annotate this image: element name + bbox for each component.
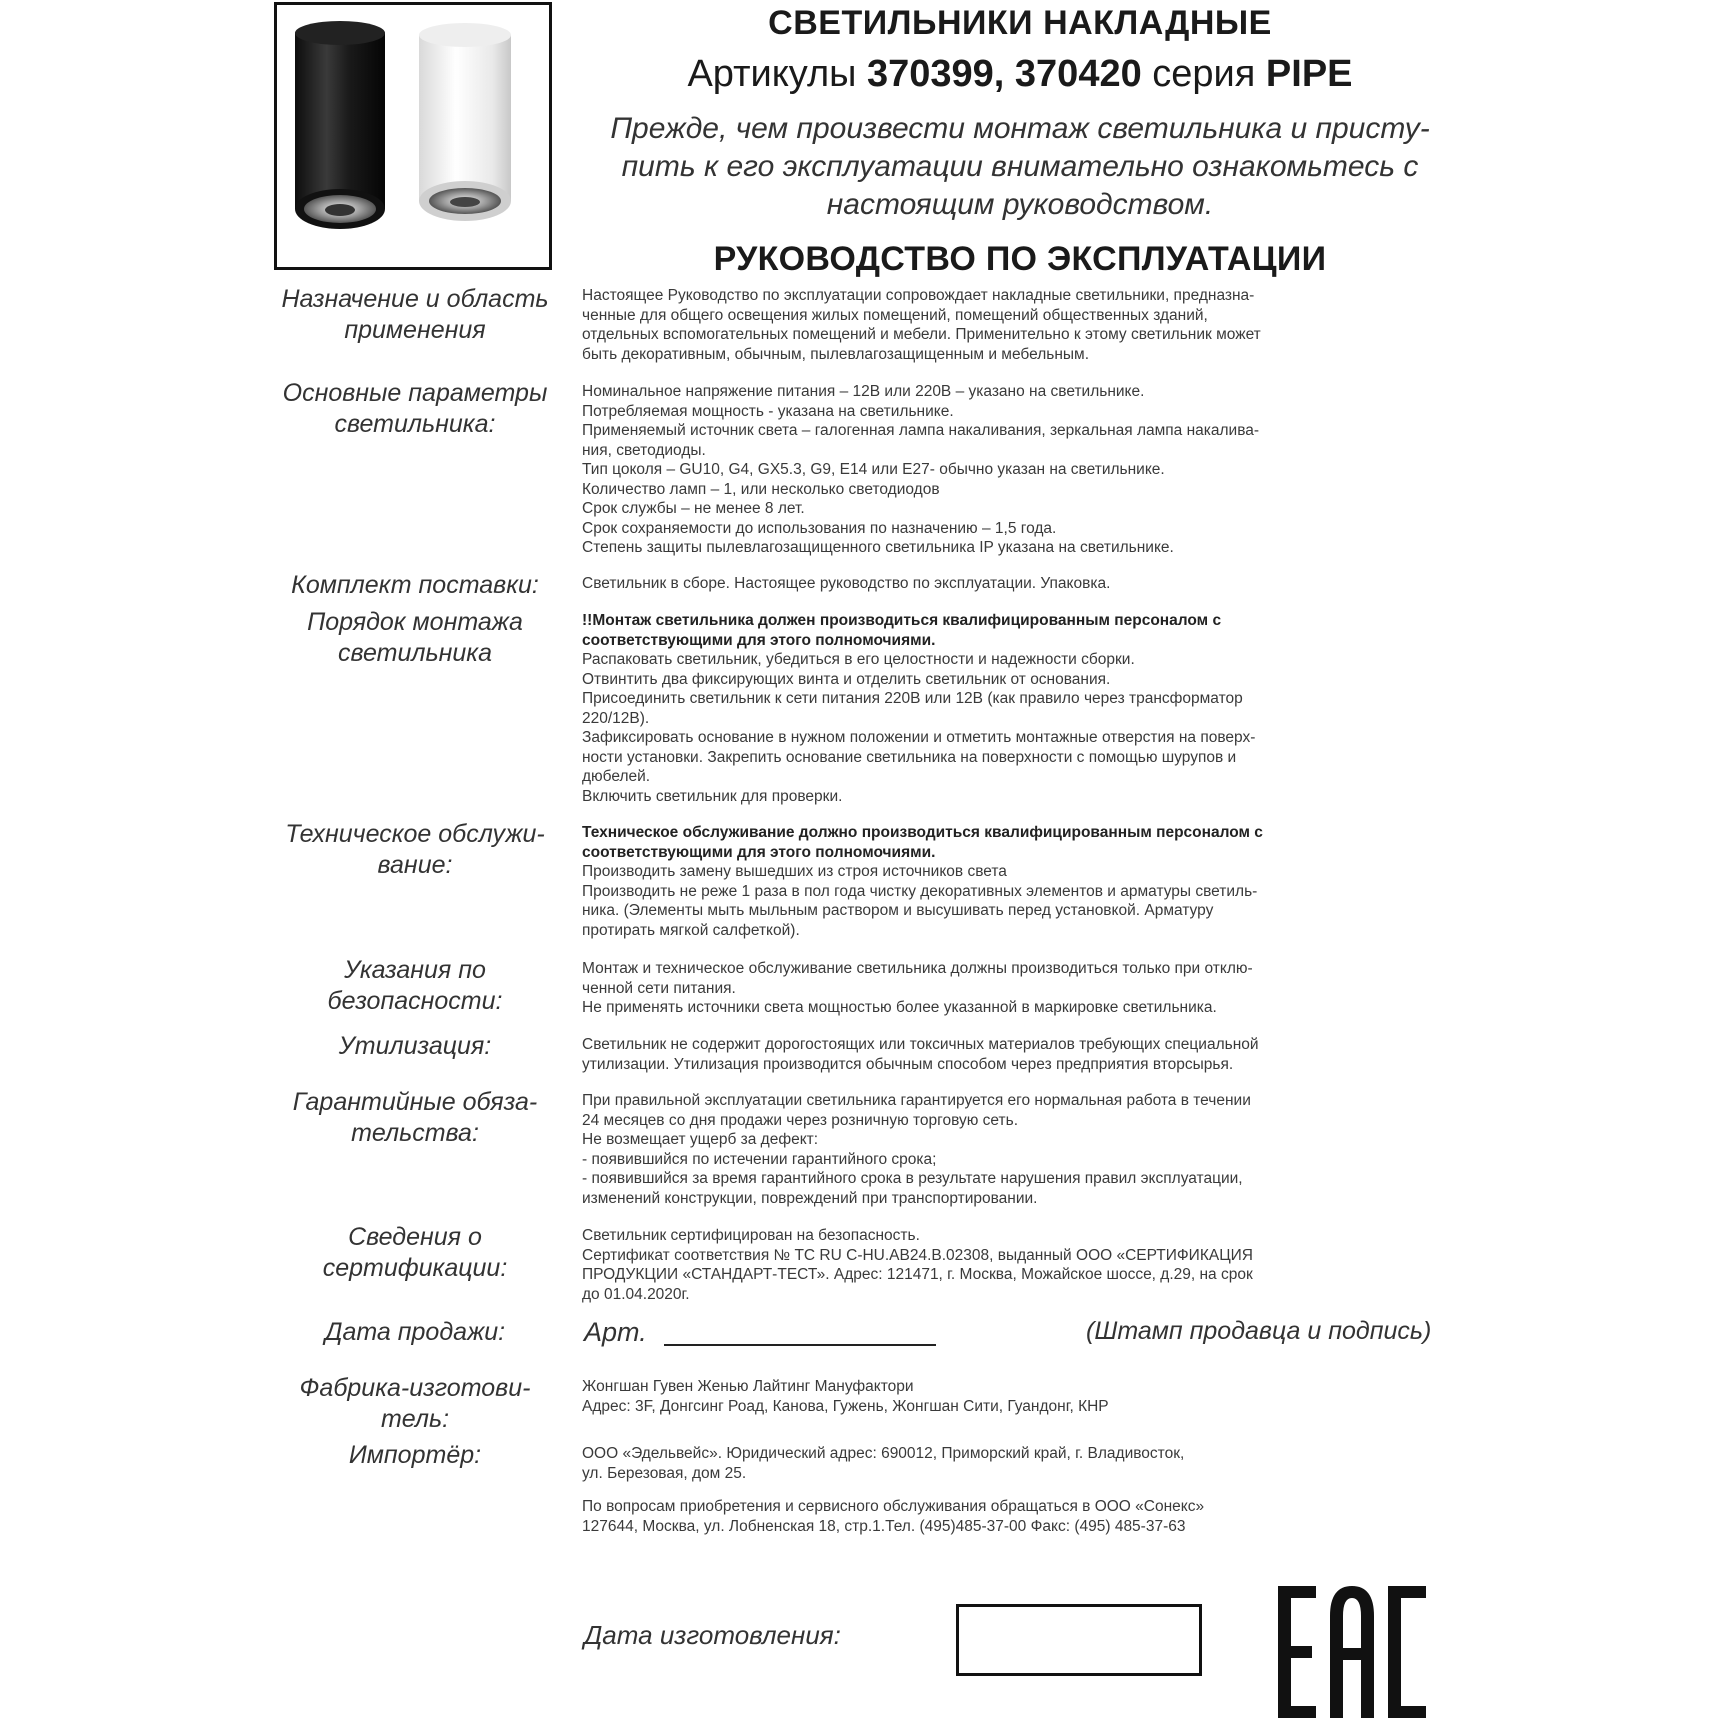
- product-photo-illustration: [277, 5, 549, 267]
- text-line: Сертификат соответствия № ТС RU C-HU.АВ24.В.02308, выданный ООО «СЕРТИФИКАЦИЯ: [582, 1246, 1253, 1264]
- text-line: отдельных вспомогательных помещений и мебели. Применительно к этому светильник может: [582, 326, 1261, 343]
- label-manufacturer: Фабрика-изготови- тель:: [299, 1374, 531, 1433]
- text-line: При правильной эксплуатации светильника гарантируется его нормальная работа в течении: [582, 1092, 1251, 1109]
- text-line: Номинальное напряжение питания – 12В или 220В – указано на светильнике.: [582, 383, 1145, 400]
- manufacture-date-label: Дата изготовления:: [584, 1620, 841, 1650]
- text-line: Производить замену вышедших из строя источников света: [582, 863, 1007, 880]
- text-line: Включить светильник для проверки.: [582, 787, 843, 805]
- text-line: быть декоративным, обычным, пылевлагозащищенным и мебельным.: [582, 345, 1090, 363]
- text-parameters: [582, 382, 1442, 558]
- text-line: Монтаж и техническое обслуживание светильника должны производиться только при отклю-: [582, 960, 1253, 977]
- text-line: 24 месяцев со дня продажи через розничную торговую сеть.: [582, 1111, 1019, 1129]
- eac-mark-icon: [1278, 1586, 1426, 1718]
- seller-stamp-label: (Штамп продавца и подпись): [1086, 1317, 1432, 1345]
- document-title: СВЕТИЛЬНИКИ НАКЛАДНЫЕ: [768, 4, 1272, 42]
- text-line: дюбелей.: [582, 768, 651, 785]
- text-line: Срок службы – не менее 8 лет.: [582, 500, 805, 517]
- text-line: Потребляемая мощность - указана на светильнике.: [582, 402, 954, 420]
- document-header: [580, 0, 1460, 279]
- text-line: Жонгшан Гувен Женью Лайтинг Мануфактори: [582, 1378, 914, 1395]
- series-name: PIPE: [1265, 53, 1353, 95]
- text-line: ника. (Элементы мыть мыльным раствором и высушивать перед установкой. Арматуру: [582, 902, 1214, 919]
- sale-article-label: Арт.: [584, 1317, 647, 1347]
- warning-text: Прежде, чем произвести монтаж светильника и присту- пить к его эксплуатации внимательно ознакомьтесь с настоящим руководством.: [610, 112, 1430, 221]
- text-line: - появившийся по истечении гарантийного срока;: [582, 1150, 937, 1168]
- label-sale-date: Дата продажи:: [324, 1318, 506, 1346]
- text-line: - появившийся за время гарантийного срока в результате нарушения правил эксплуатации,: [582, 1170, 1243, 1187]
- label-importer: Импортёр:: [348, 1441, 482, 1469]
- text-line: Светильник не содержит дорогостоящих или токсичных материалов требующих специальной: [582, 1036, 1259, 1053]
- text-line: ПРОДУКЦИИ «СТАНДАРТ-ТЕСТ». Адрес: 121471, г. Москва, Можайское шоссе, д.29, на срок: [582, 1266, 1253, 1283]
- label-maintenance: Техническое обслужи- вание:: [285, 820, 545, 879]
- text-line: Техническое обслуживание должно производиться квалифицированным персоналом с: [582, 824, 1263, 841]
- text-manufacturer: [582, 1377, 1442, 1416]
- text-line: утилизации. Утилизация производится обычным способом через предприятия вторсырья.: [582, 1055, 1234, 1073]
- text-line: ул. Березовая, дом 25.: [582, 1464, 747, 1482]
- label-parameters: Основные параметры светильника:: [282, 379, 548, 438]
- text-line: Производить не реже 1 раза в пол года чистку декоративных элементов и арматуры светиль-: [582, 882, 1258, 900]
- manufacture-date-box: [956, 1604, 1202, 1676]
- text-line: Не применять источники света мощностью более указанной в маркировке светильника.: [582, 999, 1217, 1016]
- label-certification: Сведения о сертификации:: [322, 1223, 508, 1282]
- text-line: соответствующими для этого полномочиями.: [582, 843, 936, 861]
- text-safety: [582, 959, 1442, 1018]
- text-purpose: [582, 286, 1442, 364]
- text-line: Адрес: 3F, Донгсинг Роад, Канова, Гужень, Жонгшан Сити, Гуандонг, КНР: [582, 1397, 1109, 1415]
- text-line: Количество ламп – 1, или несколько светодиодов: [582, 480, 940, 498]
- product-photo: [274, 2, 552, 270]
- label-package: Комплект поставки:: [291, 571, 539, 599]
- text-line: Светильник в сборе. Настоящее руководство по эксплуатации. Упаковка.: [582, 575, 1111, 592]
- text-line: Распаковать светильник, убедиться в его целостности и надежности сборки.: [582, 651, 1135, 668]
- text-line: соответствующими для этого полномочиями.: [582, 631, 936, 649]
- text-line: !!Монтаж светильника должен производиться квалифицированным персоналом с: [582, 612, 1222, 629]
- text-line: Настоящее Руководство по эксплуатации сопровождает накладные светильники, предназна-: [582, 287, 1255, 304]
- text-installation: [582, 611, 1442, 806]
- manual-title: РУКОВОДСТВО ПО ЭКСПЛУАТАЦИИ: [713, 240, 1327, 278]
- text-warranty: [582, 1091, 1442, 1208]
- text-line: 220/12В).: [582, 709, 650, 727]
- article-numbers: 370399, 370420: [867, 53, 1142, 95]
- text-importer: [582, 1444, 1442, 1536]
- text-line: Отвинтить два фиксирующих винта и отделить светильник от основания.: [582, 670, 1111, 688]
- text-line: ности установки. Закрепить основание светильника на поверхности с помощью шурупов и: [582, 748, 1237, 766]
- text-line: ченные для общего освещения жилых помещений, помещений общественных зданий,: [582, 306, 1208, 324]
- text-line: Светильник сертифицирован на безопасность.: [582, 1227, 920, 1244]
- sale-article-blank-line: [664, 1344, 936, 1346]
- text-maintenance: [582, 823, 1442, 940]
- label-purpose: Назначение и область применения: [281, 285, 549, 344]
- articles-line: Артикулы 370399, 370420 серия PIPE: [687, 53, 1353, 95]
- text-line: 127644, Москва, ул. Лобненская 18, стр.1.Тел. (495)485-37-00 Факс: (495) 485-37-63: [582, 1517, 1186, 1535]
- text-line: Применяемый источник света – галогенная лампа накаливания, зеркальная лампа накалива-: [582, 422, 1260, 439]
- text-line: изменений конструкции, повреждений при транспортировании.: [582, 1189, 1038, 1207]
- text-line: [582, 1483, 1442, 1497]
- text-line: ченной сети питания.: [582, 979, 736, 997]
- text-package: [582, 574, 1442, 594]
- text-certification: [582, 1226, 1442, 1304]
- text-disposal: [582, 1035, 1442, 1074]
- text-line: Присоединить светильник к сети питания 220В или 12В (как правило через трансформатор: [582, 690, 1243, 707]
- text-line: Зафиксировать основание в нужном положении и отметить монтажные отверстия на поверх-: [582, 729, 1256, 746]
- label-disposal: Утилизация:: [338, 1032, 492, 1060]
- text-line: ООО «Эдельвейс». Юридический адрес: 690012, Приморский край, г. Владивосток,: [582, 1445, 1185, 1462]
- text-line: Не возмещает ущерб за дефект:: [582, 1131, 819, 1148]
- text-line: Степень защиты пылевлагозащищенного светильника IP указана на светильнике.: [582, 539, 1174, 556]
- label-safety: Указания по безопасности:: [327, 956, 503, 1015]
- text-line: протирать мягкой салфеткой).: [582, 921, 800, 939]
- text-line: Срок сохраняемости до использования по назначению – 1,5 года.: [582, 519, 1057, 537]
- text-line: ния, светодиоды.: [582, 441, 706, 459]
- text-line: Тип цоколя – GU10, G4, GX5.3, G9, E14 или E27- обычно указан на светильнике.: [582, 461, 1165, 478]
- label-installation: Порядок монтажа светильника: [307, 608, 523, 667]
- text-line: По вопросам приобретения и сервисного обслуживания обращаться в ООО «Сонекс»: [582, 1498, 1205, 1515]
- text-line: до 01.04.2020г.: [582, 1285, 690, 1303]
- label-warranty: Гарантийные обяза- тельства:: [292, 1088, 538, 1147]
